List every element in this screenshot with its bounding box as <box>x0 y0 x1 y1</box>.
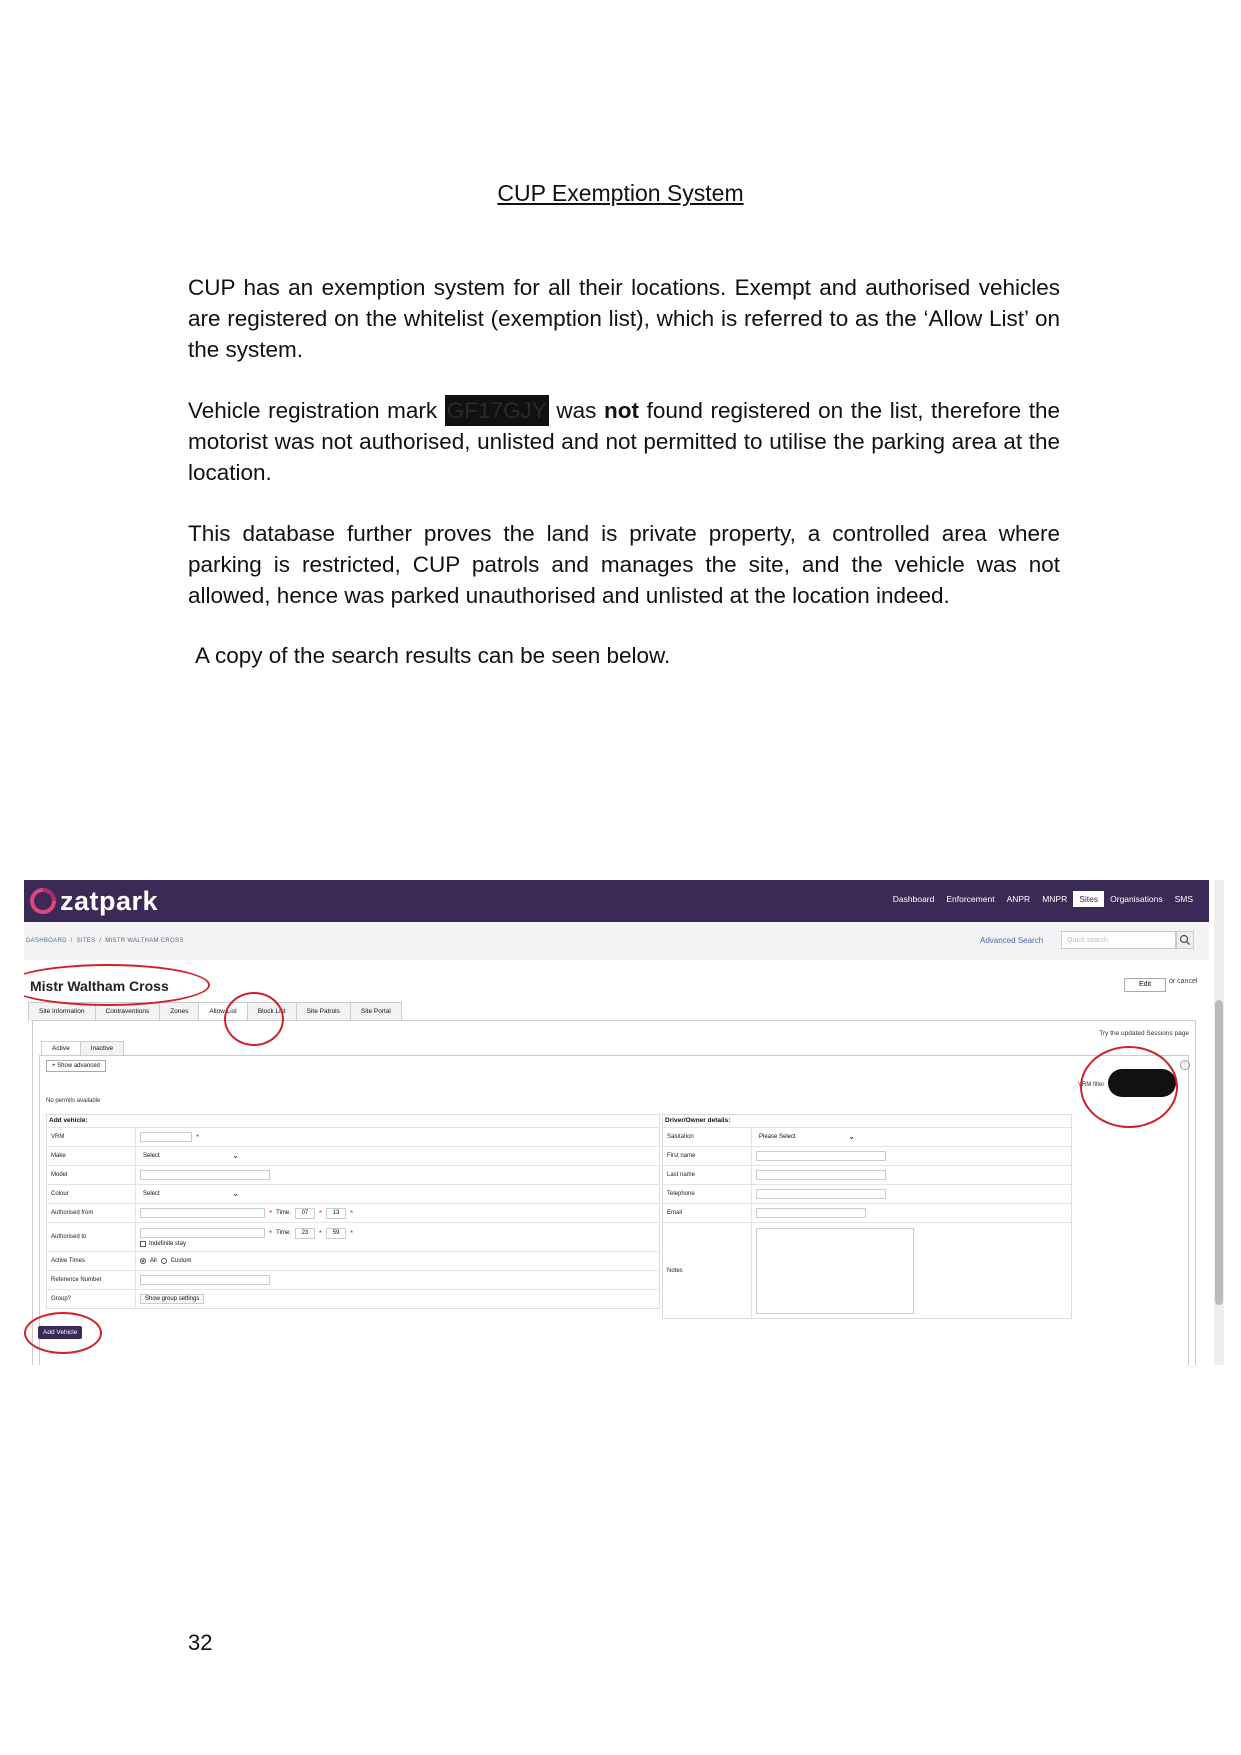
nav-dashboard[interactable]: Dashboard <box>892 894 935 904</box>
nav-enforcement[interactable]: Enforcement <box>946 894 995 904</box>
tab-contraventions[interactable]: Contraventions <box>95 1002 161 1021</box>
try-sessions-link[interactable]: Try the updated Sessions page <box>1099 1030 1189 1037</box>
from-hour-input[interactable]: 07 <box>295 1208 315 1219</box>
required-marker: * <box>350 1208 354 1218</box>
site-title: Mistr Waltham Cross <box>30 978 169 994</box>
row-first-name <box>663 1146 1071 1165</box>
page-number: 32 <box>188 1630 213 1655</box>
paragraph-private-property: This database further proves the land is private property, a controlled area where parking is restricted, CUP patrols and manages the site, and the vehicle was not allowed, hence was parked unauthorised and unlisted at the location indeed. <box>188 521 1060 608</box>
tab-site-portal[interactable]: Site Portal <box>350 1002 402 1021</box>
chevron-down-icon: ⌄ <box>232 1189 239 1198</box>
label-salutation: Salutation <box>663 1128 752 1146</box>
active-permits-panel <box>39 1055 1189 1365</box>
row-authorised-to <box>47 1222 659 1251</box>
logo-text: zatpark <box>60 885 159 916</box>
label-notes: Notes <box>663 1223 752 1318</box>
make-select[interactable] <box>140 1151 243 1161</box>
row-reference-number <box>47 1270 659 1289</box>
breadcrumb-current: MISTR WALTHAM CROSS <box>105 938 184 944</box>
page-scrollbar[interactable] <box>1214 880 1224 1365</box>
tab-zones[interactable]: Zones <box>159 1002 199 1021</box>
salutation-select[interactable] <box>756 1132 859 1142</box>
label-colour: Colour <box>47 1185 136 1203</box>
breadcrumb-sites[interactable]: SITES <box>76 938 96 944</box>
help-icon[interactable]: ? <box>1180 1060 1190 1070</box>
redacted-vrm: GF17GJY <box>445 395 549 426</box>
para2-after: found registered on the list, therefore the motorist was not authorised, unlisted and not permitted to utilise the parking area at the location. <box>188 398 1061 485</box>
label-model: Model <box>47 1166 136 1184</box>
radio-all-label: All <box>150 1258 157 1264</box>
required-marker: * <box>350 1228 354 1238</box>
colour-select[interactable] <box>140 1189 243 1199</box>
add-vehicle-heading: Add vehicle: <box>49 1117 88 1124</box>
nav-sites[interactable]: Sites <box>1073 891 1104 907</box>
row-model <box>47 1165 659 1184</box>
quick-search-input[interactable]: Quick search <box>1061 931 1176 949</box>
radio-custom-label: Custom <box>170 1258 192 1264</box>
row-telephone <box>663 1184 1071 1203</box>
row-salutation <box>663 1127 1071 1146</box>
model-input[interactable] <box>140 1170 270 1180</box>
row-vrm <box>47 1127 659 1146</box>
zatpark-logo[interactable] <box>30 886 158 916</box>
notes-textarea[interactable] <box>756 1228 914 1314</box>
search-icon <box>1177 932 1193 948</box>
label-authorised-to: Authorised to <box>47 1223 136 1251</box>
label-authorised-from: Authorised from <box>47 1204 136 1222</box>
to-hour-input[interactable]: 23 <box>295 1228 315 1239</box>
from-minute-input[interactable]: 13 <box>326 1208 346 1219</box>
authorised-to-date[interactable] <box>140 1228 265 1238</box>
last-name-input[interactable] <box>756 1170 886 1180</box>
driver-owner-heading: Driver/Owner details: <box>665 1117 731 1124</box>
subtab-inactive[interactable]: Inactive <box>80 1041 124 1055</box>
para2-bold: not <box>603 398 639 423</box>
label-make: Make <box>47 1147 136 1165</box>
nav-organisations[interactable]: Organisations <box>1110 894 1163 904</box>
show-group-settings-button[interactable]: Show group settings <box>140 1294 204 1304</box>
paragraph-search-results-note: A copy of the search results can be seen below. <box>195 643 671 668</box>
show-advanced-button[interactable]: + Show advanced <box>46 1060 106 1072</box>
to-minute-input[interactable]: 59 <box>326 1228 346 1239</box>
breadcrumb-dashboard[interactable]: DASHBOARD <box>26 938 67 944</box>
required-marker: * <box>269 1228 273 1238</box>
driver-owner-form <box>662 1114 1072 1319</box>
document-title: CUP Exemption System <box>497 180 744 206</box>
zatpark-swirl-icon <box>30 888 56 914</box>
advanced-search-link[interactable]: Advanced Search <box>980 936 1044 945</box>
chevron-down-icon: ⌄ <box>232 1151 239 1160</box>
authorised-from-date[interactable] <box>140 1208 265 1218</box>
required-marker: * <box>269 1208 273 1218</box>
edit-button[interactable]: Edit <box>1124 978 1166 992</box>
indefinite-stay-label: Indefinite stay <box>149 1240 187 1247</box>
reference-number-input[interactable] <box>140 1275 270 1285</box>
add-vehicle-form <box>46 1114 660 1309</box>
row-authorised-from <box>47 1203 659 1222</box>
paragraph-exemption-system: CUP has an exemption system for all their locations. Exempt and authorised vehicles are registered on the whitelist (exemption list), which is referred to as the ‘Allow List’ on the system. <box>188 275 1060 362</box>
label-email: Email <box>663 1204 752 1222</box>
label-group: Group? <box>47 1290 136 1308</box>
annotation-circle-add-vehicle <box>24 1312 102 1354</box>
allow-list-panel <box>32 1020 1196 1365</box>
zatpark-screenshot <box>24 880 1224 1365</box>
add-vehicle-button[interactable]: Add Vehicle <box>38 1326 82 1339</box>
time-label: Time: <box>276 1210 291 1216</box>
vrm-input[interactable] <box>140 1132 192 1142</box>
label-telephone: Telephone <box>663 1185 752 1203</box>
scroll-thumb[interactable] <box>1215 1000 1223 1305</box>
row-group <box>47 1289 659 1308</box>
label-vrm: VRM <box>47 1128 136 1146</box>
status-subtabs <box>41 1041 123 1055</box>
annotation-circle-allow-list-tab <box>224 992 284 1046</box>
colour-select-value: Select <box>143 1191 160 1197</box>
row-active-times <box>47 1251 659 1270</box>
row-email <box>663 1203 1071 1222</box>
required-marker: * <box>196 1132 200 1142</box>
required-marker: * <box>318 1228 323 1238</box>
row-colour <box>47 1184 659 1203</box>
annotation-circle-site-title <box>24 964 210 1006</box>
email-input[interactable] <box>756 1208 866 1218</box>
time-label: Time: <box>276 1230 291 1236</box>
label-first-name: First name <box>663 1147 752 1165</box>
tab-allow-list[interactable]: Allow List <box>198 1002 247 1021</box>
first-name-input[interactable] <box>756 1151 886 1161</box>
required-marker: * <box>318 1208 323 1218</box>
radio-custom[interactable] <box>161 1258 167 1264</box>
radio-all[interactable] <box>140 1258 146 1264</box>
tab-site-information[interactable]: Site Information <box>28 1002 96 1021</box>
breadcrumb-bar <box>24 922 1209 960</box>
search-button[interactable] <box>1176 931 1194 949</box>
subtab-active[interactable]: Active <box>41 1041 81 1055</box>
nav-mnpr[interactable]: MNPR <box>1042 894 1068 904</box>
label-reference-number: Reference Number <box>47 1271 136 1289</box>
label-active-times: Active Times <box>47 1252 136 1270</box>
indefinite-stay-checkbox[interactable] <box>140 1241 146 1247</box>
row-notes <box>663 1222 1071 1318</box>
breadcrumb: DASHBOARD / SITES / MISTR WALTHAM CROSS <box>26 938 184 944</box>
annotation-circle-vrm-filter <box>1080 1046 1178 1128</box>
row-make <box>47 1146 659 1165</box>
top-navigation-bar <box>24 880 1209 922</box>
para2-mid: was <box>548 398 604 423</box>
chevron-down-icon: ⌄ <box>848 1132 855 1141</box>
cancel-link[interactable]: or cancel <box>1169 978 1198 985</box>
paragraph-vrm-not-found <box>188 395 1060 488</box>
telephone-input[interactable] <box>756 1189 886 1199</box>
nav-sms[interactable]: SMS <box>1174 894 1193 904</box>
main-nav <box>887 891 1199 907</box>
row-last-name <box>663 1165 1071 1184</box>
salutation-select-value: Please Select <box>759 1134 796 1140</box>
tab-site-patrols[interactable]: Site Patrols <box>296 1002 351 1021</box>
no-permits-message: No permits available <box>46 1098 101 1104</box>
tab-block-list[interactable]: Block List <box>247 1002 297 1021</box>
make-select-value: Select <box>143 1153 160 1159</box>
para2-before: Vehicle registration mark <box>188 398 445 423</box>
nav-anpr[interactable]: ANPR <box>1006 894 1031 904</box>
label-last-name: Last name <box>663 1166 752 1184</box>
vrm-filter-label: VRM filter <box>1078 1082 1105 1088</box>
